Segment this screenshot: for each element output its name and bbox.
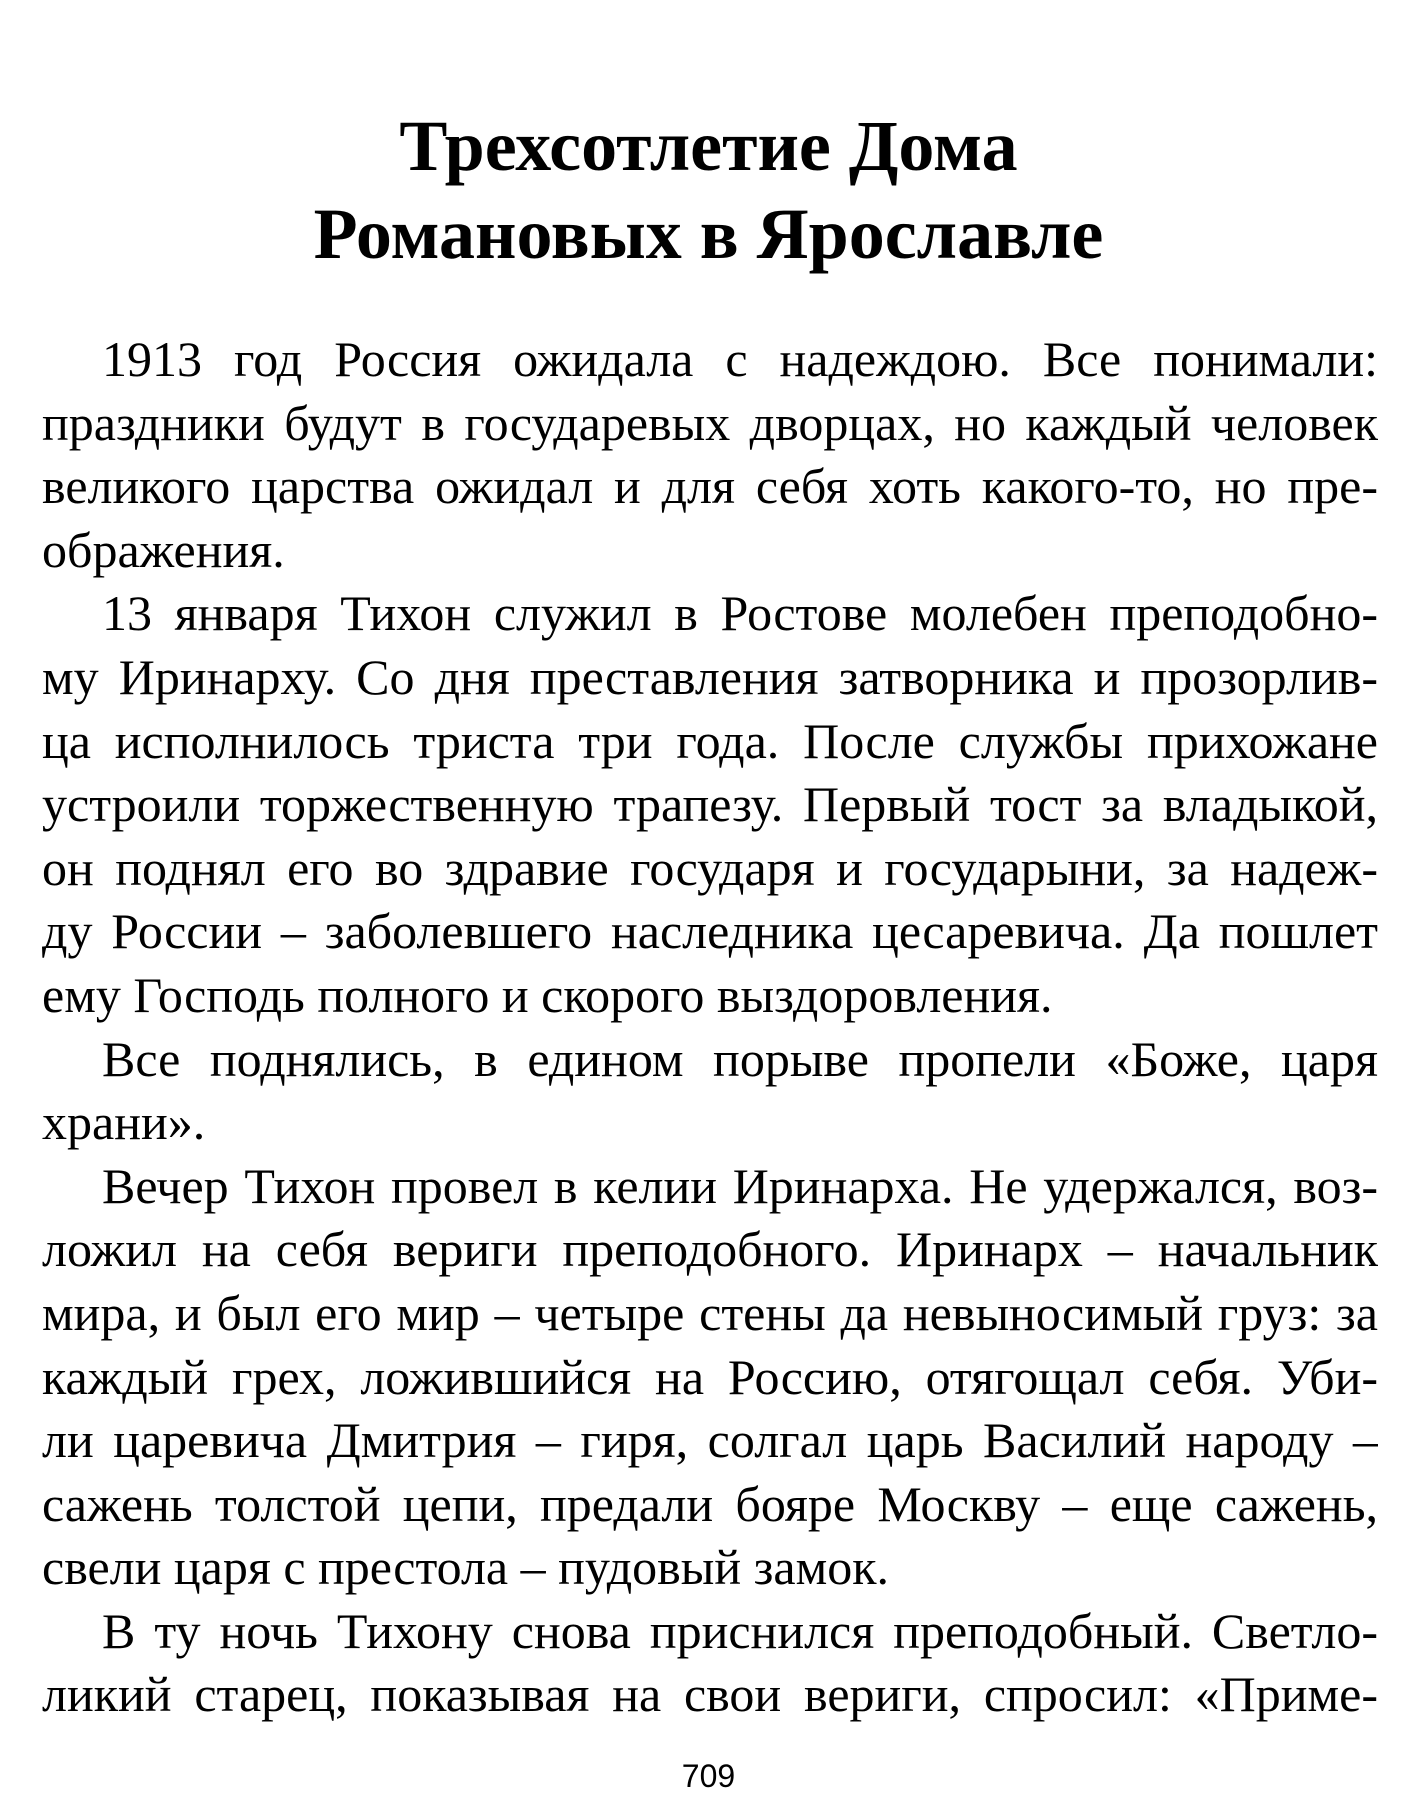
paragraph-line: великого царства ожидал и для себя хоть какого-то, но пре- xyxy=(42,458,1378,515)
paragraph-line: мира, и был его мир – четыре стены да невыносимый груз: за xyxy=(42,1284,1378,1341)
paragraph-line: он поднял его во здравие государя и государыни, за надеж- xyxy=(42,839,1378,896)
paragraph-line: 13 января Тихон служил в Ростове молебен преподобно- xyxy=(102,585,1378,642)
paragraph-line: ли царевича Дмитрия – гиря, солгал царь Василий народу – xyxy=(42,1412,1378,1469)
chapter-title xyxy=(40,102,1377,278)
paragraph-line: ду России – заболевшего наследника цесаревича. Да пошлет xyxy=(42,903,1378,960)
paragraph-line: праздники будут в государевых дворцах, но каждый человек xyxy=(42,394,1378,451)
paragraph-line: ложил на себя вериги преподобного. Иринарх – начальник xyxy=(42,1221,1378,1278)
paragraph-line: ему Господь полного и скорого выздоровления. xyxy=(42,966,1053,1023)
paragraph-line: ображения. xyxy=(42,521,285,578)
paragraph-line: свели царя с престола – пудовый замок. xyxy=(42,1539,889,1596)
paragraph-line: 1913 год Россия ожидала с надеждою. Все понимали: xyxy=(102,331,1378,387)
paragraph-line: му Иринарху. Со дня преставления затворника и прозорлив- xyxy=(42,648,1378,705)
paragraph-line: каждый грех, ложившийся на Россию, отягощал себя. Уби- xyxy=(42,1348,1378,1405)
paragraph-line: сажень толстой цепи, предали бояре Москву – еще сажень, xyxy=(42,1475,1378,1532)
paragraph-line: устроили торжественную трапезу. Первый тост за владыкой, xyxy=(42,776,1378,833)
chapter-title-line-1: Трехсотлетие Дома xyxy=(399,106,1018,186)
paragraph-line: ликий старец, показывая на свои вериги, спросил: «Приме- xyxy=(42,1666,1378,1723)
body-text xyxy=(42,328,1378,1727)
paragraph-line: ца исполнилось триста три года. После службы прихожане xyxy=(42,712,1378,769)
paragraph-line: Вечер Тихон провел в келии Иринарха. Не удержался, воз- xyxy=(102,1157,1378,1214)
paragraph-line: храни». xyxy=(42,1094,206,1151)
page-number: 709 xyxy=(681,1758,736,1794)
paragraph-line: В ту ночь Тихону снова приснился преподобный. Светло- xyxy=(102,1602,1378,1659)
paragraph-line: Все поднялись, в едином порыве пропели «Боже, царя xyxy=(102,1030,1378,1087)
chapter-title-line-2: Романовых в Ярославле xyxy=(313,194,1104,274)
